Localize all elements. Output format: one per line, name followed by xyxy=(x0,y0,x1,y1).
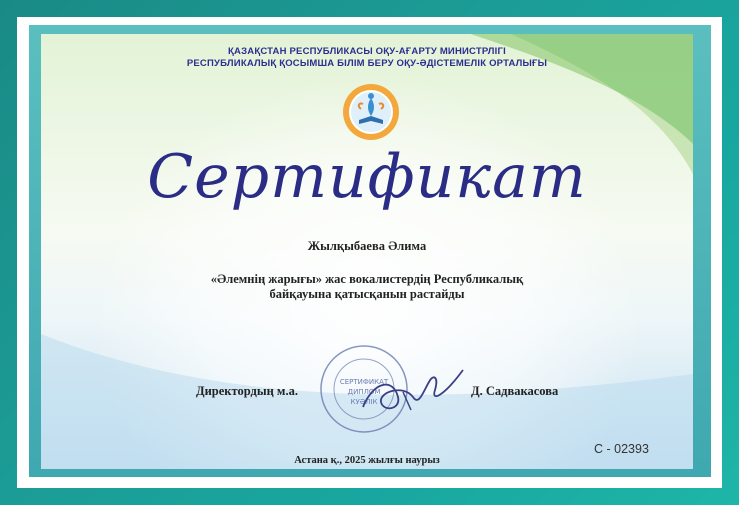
signatory-position: Директордың м.а. xyxy=(196,384,298,398)
description-line-2: байқауына қатысқанын растайды xyxy=(269,287,465,301)
issue-place-date: Астана қ., 2025 жылғы наурыз xyxy=(294,455,440,466)
certificate-number: С - 02393 xyxy=(594,442,649,456)
ministry-title: ҚАЗАҚСТАН РЕСПУБЛИКАСЫ ОҚУ-АҒАРТУ МИНИСТРЛІГІ xyxy=(228,46,506,57)
signatory-name: Д. Садвакасова xyxy=(471,384,559,398)
certificate-card xyxy=(41,34,693,469)
certificate-title: Сертификат xyxy=(147,142,587,212)
handwritten-signature xyxy=(353,362,473,422)
recipient-name: Жылқыбаева Әлима xyxy=(307,239,427,253)
svg-text:ДИПЛОМ: ДИПЛОМ xyxy=(347,388,381,396)
svg-text:КУӘЛІК: КУӘЛІК xyxy=(350,398,378,406)
center-title: РЕСПУБЛИКАЛЫҚ ҚОСЫМША БІЛІМ БЕРУ ОҚУ-ӘДІСТЕМЕЛІК ОРТАЛЫҒЫ xyxy=(186,58,548,69)
center-emblem-icon xyxy=(341,82,401,142)
svg-text:СЕРТИФИКАТ: СЕРТИФИКАТ xyxy=(339,378,389,386)
description-line-1: «Әлемнің жарығы» жас вокалистердің Республикалық xyxy=(210,272,524,286)
